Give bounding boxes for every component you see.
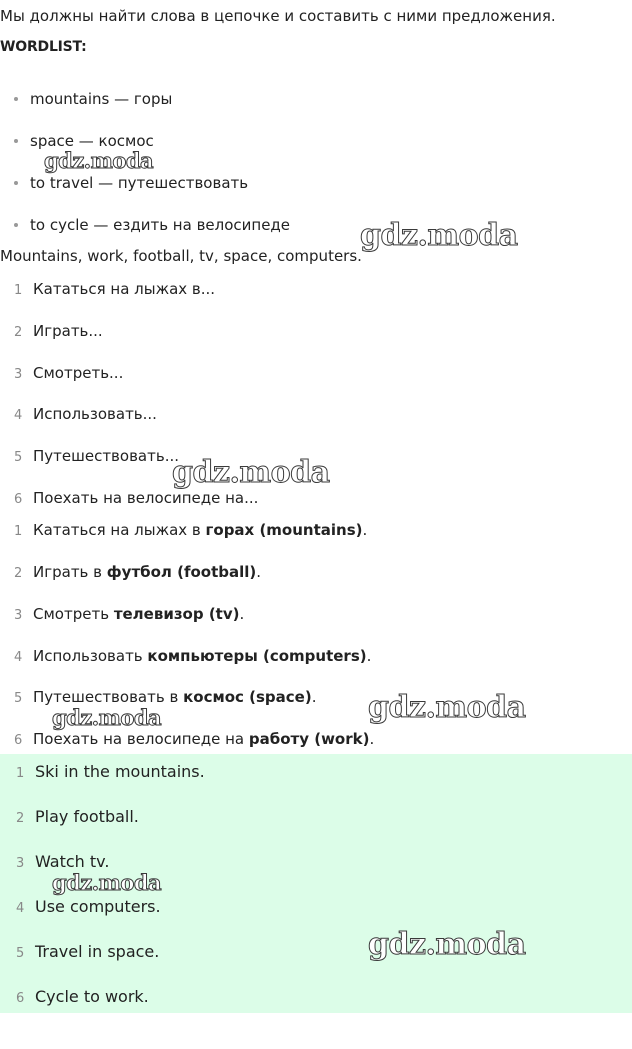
completed-item <box>14 520 367 542</box>
wordlist-item <box>14 89 172 109</box>
prompt-item <box>14 446 179 468</box>
completed-pre: Смотреть <box>33 605 114 623</box>
chain-words: Mountains, work, football, tv, space, computers. <box>0 247 362 265</box>
answer-item <box>16 896 161 920</box>
item-number: 5 <box>14 450 23 465</box>
prompt-item <box>14 279 215 301</box>
completed-answer: космос (space) <box>183 688 312 706</box>
item-number: 3 <box>14 608 23 623</box>
completed-item <box>14 562 261 584</box>
completed-post: . <box>362 521 368 539</box>
completed-answer: компьютеры (computers) <box>147 647 367 665</box>
completed-item <box>14 604 244 626</box>
completed-item <box>14 687 316 709</box>
item-number: 2 <box>14 325 23 340</box>
completed-answer: футбол (football) <box>106 563 257 581</box>
answer-text: Ski in the mountains. <box>35 762 205 781</box>
wordlist-item-text: to travel — путешествовать <box>30 174 249 192</box>
prompt-text: Кататься на лыжах в... <box>33 280 216 298</box>
completed-post: . <box>311 688 317 706</box>
completed-pre: Играть в <box>33 563 107 581</box>
watermark: gdz.moda <box>368 690 526 725</box>
completed-post: . <box>239 605 245 623</box>
task-description: Мы должны найти слова в цепочке и составить с ними предложения. <box>0 7 556 25</box>
completed-pre: Путешествовать в <box>33 688 184 706</box>
watermark: gdz.moda <box>172 455 330 490</box>
completed-item <box>14 729 374 751</box>
wordlist-item <box>14 131 154 151</box>
prompt-item <box>14 488 258 510</box>
watermark: gdz.moda <box>52 870 162 895</box>
item-number: 5 <box>14 691 23 706</box>
prompt-text: Играть... <box>33 322 103 340</box>
answer-item <box>16 851 109 875</box>
completed-answer: телевизор (tv) <box>113 605 240 623</box>
answer-text: Cycle to work. <box>35 987 149 1006</box>
prompt-text: Поехать на велосипеде на... <box>33 489 259 507</box>
completed-pre: Использовать <box>33 647 148 665</box>
wordlist-heading: WORDLIST: <box>0 39 87 55</box>
bullet-icon <box>14 139 18 143</box>
answer-box <box>0 754 632 1013</box>
bullet-icon <box>14 181 18 185</box>
item-number: 1 <box>16 766 25 781</box>
completed-pre: Поехать на велосипеде на <box>33 730 249 748</box>
wordlist-item <box>14 215 290 235</box>
item-number: 3 <box>16 856 25 871</box>
prompt-text: Смотреть... <box>33 364 124 382</box>
completed-post: . <box>369 730 375 748</box>
prompt-item <box>14 321 103 343</box>
item-number: 2 <box>16 811 25 826</box>
completed-post: . <box>366 647 372 665</box>
answer-item <box>16 806 139 830</box>
answer-text: Use computers. <box>35 897 161 916</box>
item-number: 6 <box>16 991 25 1006</box>
bullet-icon <box>14 223 18 227</box>
completed-item <box>14 646 371 668</box>
answer-text: Play football. <box>35 807 139 826</box>
item-number: 4 <box>14 650 23 665</box>
item-number: 3 <box>14 367 23 382</box>
wordlist-item-text: mountains — горы <box>30 90 173 108</box>
prompt-text: Путешествовать... <box>33 447 179 465</box>
answer-text: Travel in space. <box>35 942 160 961</box>
item-number: 2 <box>14 566 23 581</box>
answer-item <box>16 986 149 1010</box>
answer-item <box>16 941 159 965</box>
completed-pre: Кататься на лыжах в <box>33 521 206 539</box>
prompt-text: Использовать... <box>33 405 157 423</box>
completed-post: . <box>256 563 262 581</box>
watermark: gdz.moda <box>368 927 526 962</box>
completed-answer: работу (work) <box>248 730 370 748</box>
item-number: 6 <box>14 733 23 748</box>
item-number: 1 <box>14 283 23 298</box>
watermark: gdz.moda <box>360 218 518 253</box>
prompt-item <box>14 404 157 426</box>
item-number: 1 <box>14 524 23 539</box>
item-number: 4 <box>14 408 23 423</box>
completed-answer: горах (mountains) <box>205 521 363 539</box>
prompt-item <box>14 363 123 385</box>
wordlist-item <box>14 173 248 193</box>
watermark: gdz.moda <box>52 705 162 730</box>
item-number: 6 <box>14 492 23 507</box>
item-number: 5 <box>16 946 25 961</box>
wordlist-item-text: space — космос <box>30 132 154 150</box>
item-number: 4 <box>16 901 25 916</box>
bullet-icon <box>14 97 18 101</box>
watermark: gdz.moda <box>44 148 154 173</box>
answer-item <box>16 761 205 785</box>
wordlist-item-text: to cycle — ездить на велосипеде <box>30 216 291 234</box>
answer-text: Watch tv. <box>35 852 110 871</box>
